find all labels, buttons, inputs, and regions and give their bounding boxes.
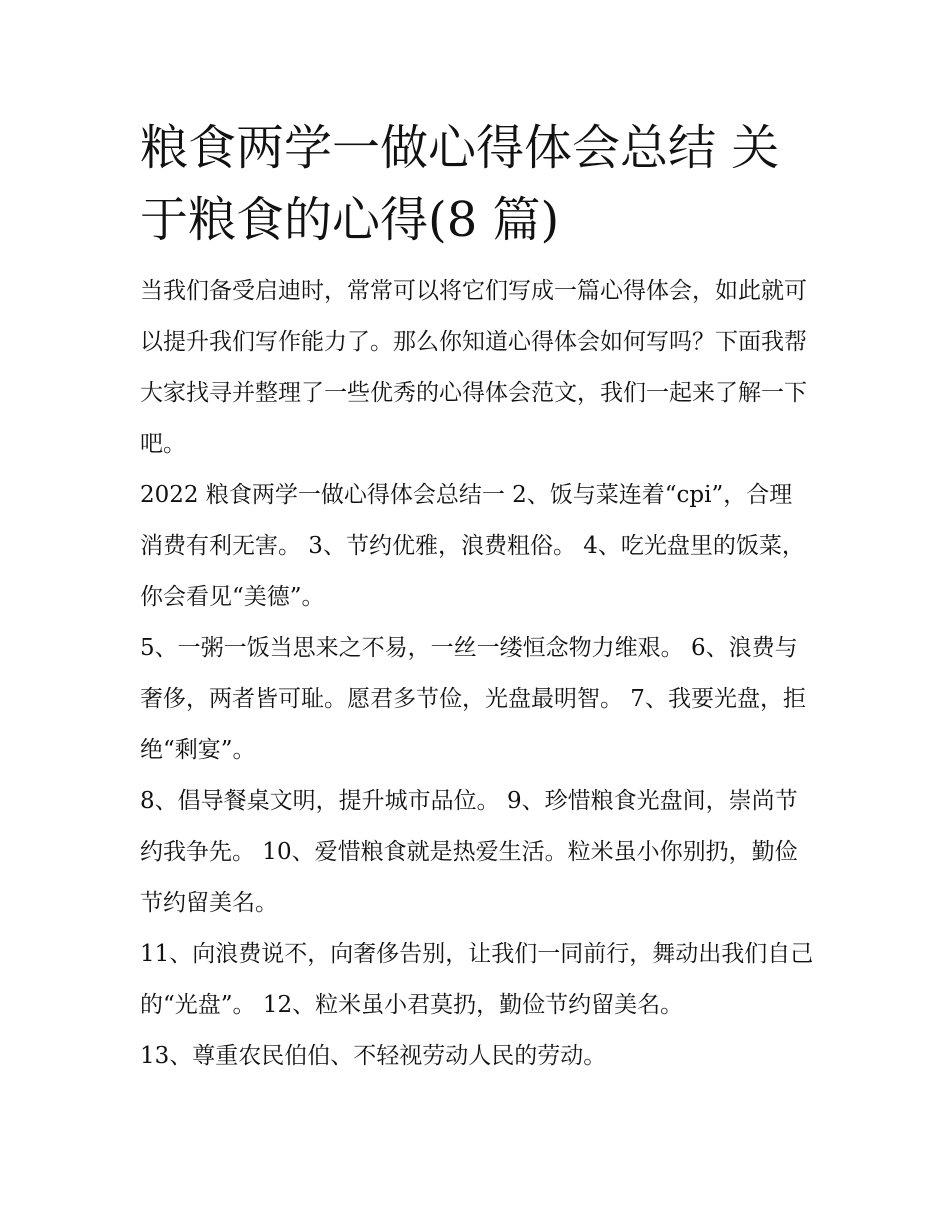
intro-paragraph: 当我们备受启迪时，常常可以将它们写成一篇心得体会，如此就可以提升我们写作能力了。那么你知道心得体会如何写吗？下面我帮大家找寻并整理了一些优秀的心得体会范文，我们一起来了解一下吧。 (140, 278, 807, 457)
body-paragraph: 2022 粮食两学一做心得体会总结一 2、饭与菜连着“cpi”，合理消费有利无害。 3、节约优雅，浪费粗俗。 4、吃光盘里的饭菜，你会看见“美德”。 (140, 482, 805, 610)
body-paragraph: 13、尊重农民伯伯、不轻视劳动人民的劳动。 (140, 1043, 607, 1069)
body-paragraph: 5、一粥一饭当思来之不易，一丝一缕恒念物力维艰。 6、浪费与奢侈，两者皆可耻。愿君多节俭，光盘最明智。 7、我要光盘，拒绝“剩宴”。 (140, 635, 806, 763)
body-paragraph: 8、倡导餐桌文明，提升城市品位。 9、珍惜粮食光盘间，崇尚节约我争先。 10、爱惜粮食就是热爱生活。粒米虽小你别扔，勤俭节约留美名。 (140, 788, 798, 916)
document-page (140, 112, 815, 1082)
body-paragraph: 11、向浪费说不，向奢侈告别，让我们一同前行，舞动出我们自己的“光盘”。 12、粒米虽小君莫扔，勤俭节约留美名。 (140, 941, 814, 1018)
document-title: 粮食两学一做心得体会总结 关于粮食的心得(8 篇) (140, 120, 780, 248)
